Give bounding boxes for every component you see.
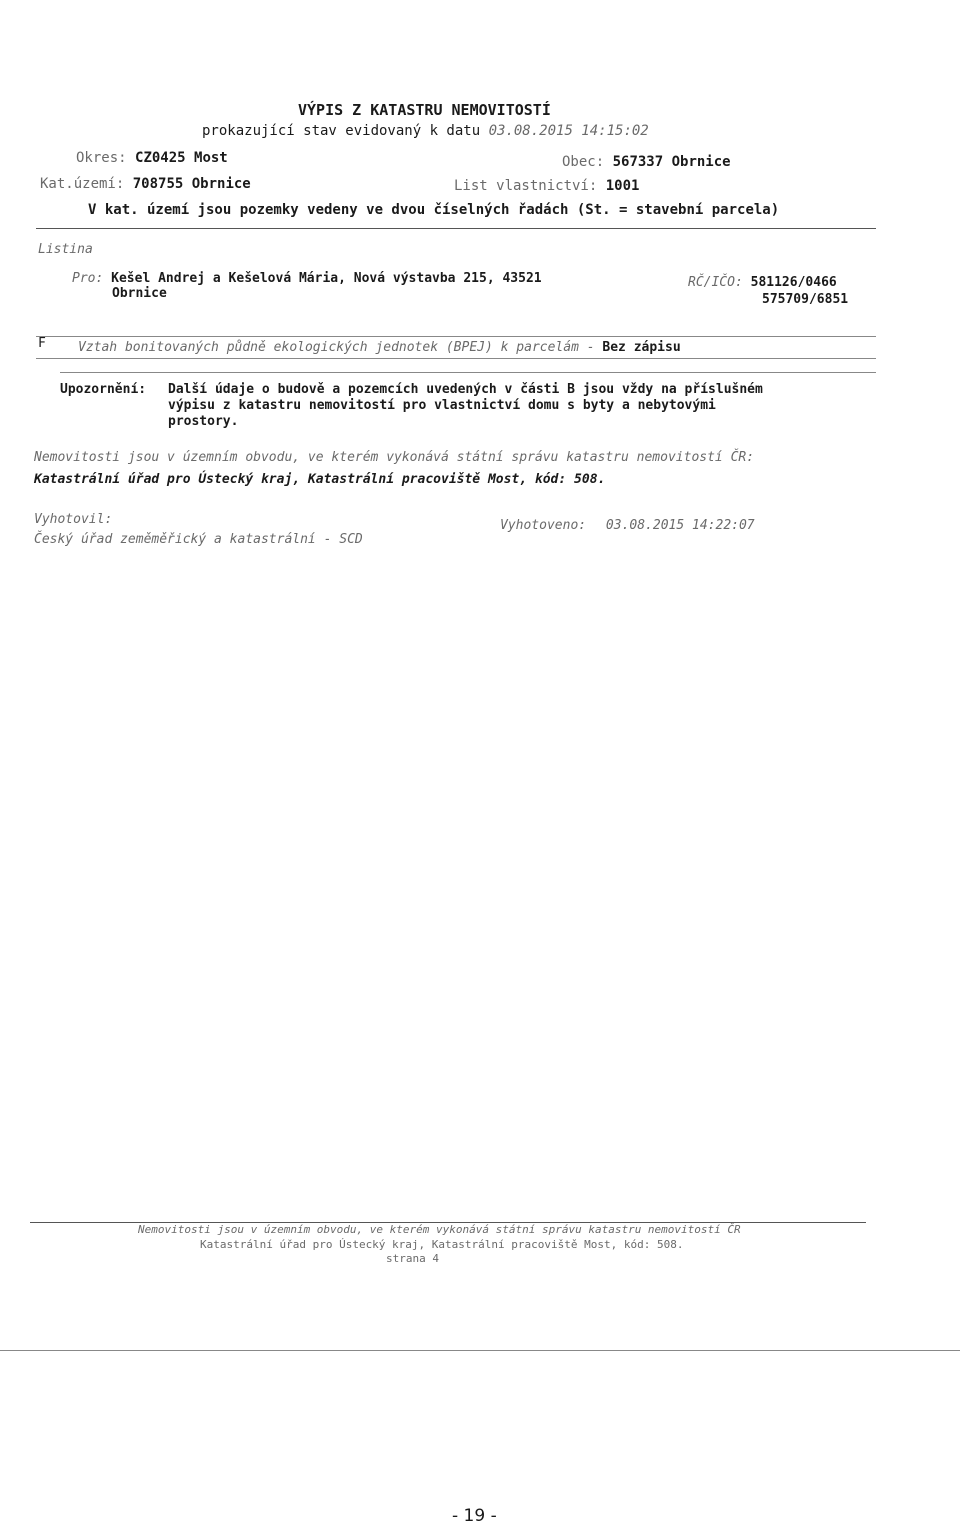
issued-by-value: Český úřad zeměměřický a katastrální - SCD	[34, 532, 363, 547]
obec-label: Obec:	[562, 154, 605, 170]
warning-label: Upozornění:	[60, 382, 147, 397]
footer-line-1: Nemovitosti jsou v územním obvodu, ve kterém vykonává státní správu katastru nemovitostí ČR	[138, 1223, 741, 1236]
page-number: - 19 -	[452, 1506, 497, 1526]
document-title: VÝPIS Z KATASTRU NEMOVITOSTÍ	[298, 101, 551, 119]
rc-row	[688, 275, 837, 290]
rc-label: RČ/IČO:	[688, 275, 743, 290]
warning-line-3: prostory.	[168, 414, 239, 429]
lv-row	[454, 178, 639, 194]
okres-label: Okres:	[76, 150, 127, 166]
owners-value: Kešel Andrej a Kešelová Mária, Nová výstavba 215, 43521	[111, 271, 542, 286]
pro-label: Pro:	[72, 271, 104, 286]
document-subtitle	[202, 123, 649, 139]
lv-value: 1001	[605, 178, 640, 194]
subtitle-date: 03.08.2015 14:15:02	[488, 123, 649, 139]
warning-line-2: výpisu z katastru nemovitostí pro vlastnictví domu s byty a nebytovými	[168, 398, 716, 413]
rc-value-2: 575709/6851	[762, 292, 849, 307]
numbering-note: V kat. území jsou pozemky vedeny ve dvou číselných řadách (St. = stavební parcela)	[88, 202, 780, 218]
okres-row	[76, 150, 228, 166]
issued-date-label: Vyhotoveno:	[500, 518, 587, 533]
obec-row	[562, 154, 731, 170]
warning-top-rule	[60, 372, 876, 373]
section-f-bottom-rule	[36, 358, 876, 359]
warning-line-1: Další údaje o budově a pozemcích uvedených v části B jsou vždy na příslušném	[168, 382, 763, 397]
page-bottom-rule	[0, 1350, 960, 1351]
lv-label: List vlastnictví:	[454, 178, 598, 194]
office-line-2: Katastrální úřad pro Ústecký kraj, Katastrální pracoviště Most, kód: 508.	[34, 472, 606, 487]
rc-value-1: 581126/0466	[750, 275, 837, 290]
section-f-letter: F	[38, 336, 46, 351]
footer-line-2: Katastrální úřad pro Ústecký kraj, Katastrální pracoviště Most, kód: 508.	[200, 1238, 684, 1251]
section-f-text: Vztah bonitovaných půdně ekologických jednotek (BPEJ) k parcelám -	[78, 340, 595, 355]
office-line-1: Nemovitosti jsou v územním obvodu, ve kterém vykonává státní správu katastru nemovitostí ČR:	[34, 450, 755, 465]
katuzemi-row	[40, 176, 251, 192]
katuzemi-label: Kat.území:	[40, 176, 125, 192]
issued-date-value: 03.08.2015 14:22:07	[605, 518, 755, 533]
obec-value: 567337 Obrnice	[612, 154, 731, 170]
subtitle-prefix: prokazující stav evidovaný k datu	[202, 123, 481, 139]
footer-page: strana 4	[386, 1252, 439, 1265]
section-f-top-rule	[36, 336, 876, 337]
header-divider	[36, 228, 876, 229]
okres-value: CZ0425 Most	[135, 150, 228, 166]
section-f-value: Bez zápisu	[602, 340, 681, 355]
issued-date-row	[500, 518, 755, 533]
katuzemi-value: 708755 Obrnice	[132, 176, 251, 192]
section-f-row	[78, 340, 681, 355]
owners-city: Obrnice	[112, 286, 167, 301]
issued-by-label: Vyhotovil:	[34, 512, 113, 527]
owners-row	[72, 271, 542, 286]
listina-heading: Listina	[38, 242, 93, 257]
